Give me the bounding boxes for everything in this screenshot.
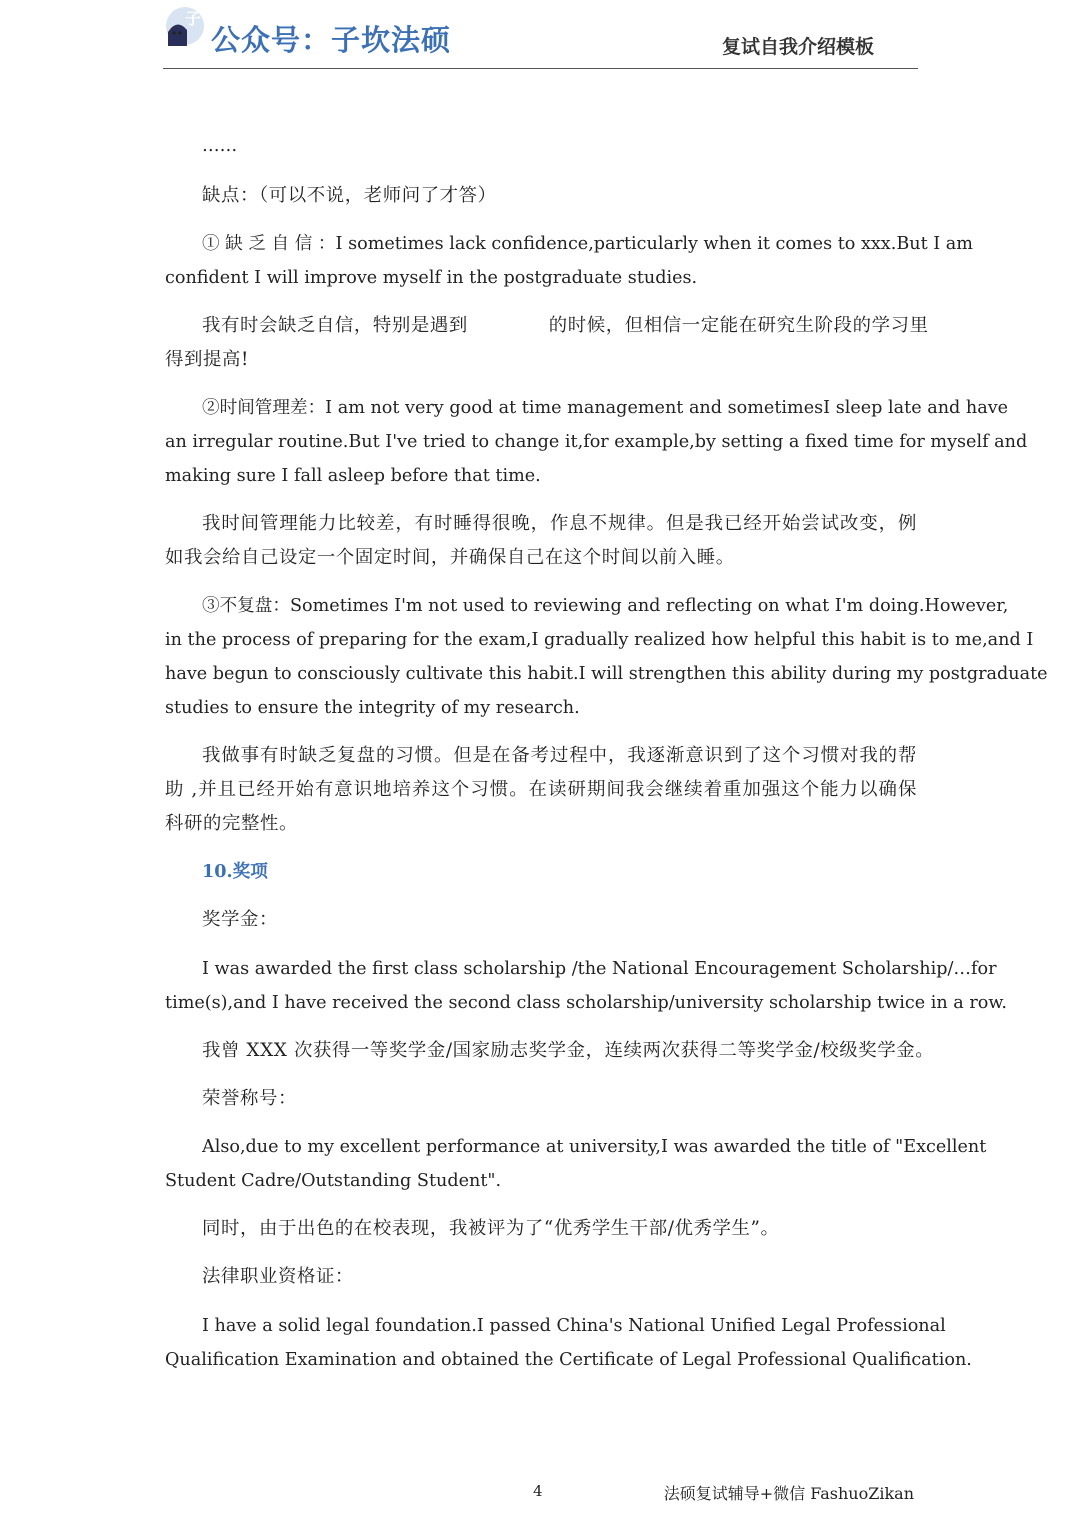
weakness-1-zh-line-1 xyxy=(165,314,929,338)
scholarship-en-line-1: I was awarded the first class scholarship /the National Encouragement Scholarship/…for xyxy=(202,959,997,979)
weakness-title: 缺点：（可以不说，老师问了才答） xyxy=(202,185,497,206)
weakness-1-zh-line-2: 得到提高! xyxy=(165,349,249,370)
weakness-3-en-line-2: in the process of preparing for the exam,I gradually realized how helpful this habit is to me,and I xyxy=(165,630,1034,650)
weakness-3-en-line-1: ③不复盘：Sometimes I'm not used to reviewing and reflecting on what I'm doing.However, xyxy=(202,596,1009,616)
honor-en-line-2: Student Cadre/Outstanding Student". xyxy=(165,1171,502,1191)
weakness-3-en-line-4: studies to ensure the integrity of my research. xyxy=(165,698,580,718)
weakness-1-zh-part-b: 的时候，但相信一定能在研究生阶段的学习里 xyxy=(548,315,929,336)
honor-label: 荣誉称号： xyxy=(202,1088,297,1109)
weakness-1-zh-part-a: 我有时会缺乏自信，特别是遇到 xyxy=(202,315,468,336)
scholarship-zh: 我曾 XXX 次获得一等奖学金/国家励志奖学金，连续两次获得二等奖学金/校级奖学金。 xyxy=(202,1040,935,1061)
legal-en-line-2: Qualification Examination and obtained the Certificate of Legal Professional Qualification. xyxy=(165,1350,972,1370)
brand-title: 公众号：子坎法硕 xyxy=(211,23,452,57)
svg-text:子: 子 xyxy=(185,9,202,28)
weakness-1-en-line-2: confident I will improve myself in the postgraduate studies. xyxy=(165,268,698,288)
weakness-1-en-line-1: ① 缺 乏 自 信 ：I sometimes lack confidence,particularly when it comes to xxx.But I am xyxy=(202,234,973,254)
weakness-2-zh-line-2: 如我会给自己设定一个固定时间，并确保自己在这个时间以前入睡。 xyxy=(165,547,735,568)
weakness-3-zh-line-2: 助 ,并且已经开始有意识地培养这个习惯。在读研期间我会继续着重加强这个能力以确保 xyxy=(165,779,917,800)
weakness-2-zh-line-1: 我时间管理能力比较差，有时睡得很晚，作息不规律。但是我已经开始尝试改变，例 xyxy=(202,513,917,534)
weakness-2-en-line-3: making sure I fall asleep before that time. xyxy=(165,466,541,486)
weakness-2-en-line-2: an irregular routine.But I've tried to change it,for example,by setting a fixed time for myself and xyxy=(165,432,1028,452)
scholarship-en-line-2: time(s),and I have received the second class scholarship/university scholarship twice in a row. xyxy=(165,993,1007,1013)
weakness-3-en-line-3: have begun to consciously cultivate this habit.I will strengthen this ability during my postgraduate xyxy=(165,664,1048,684)
page-header xyxy=(163,0,918,69)
document-title: 复试自我介绍模板 xyxy=(721,36,874,58)
page-number: 4 xyxy=(533,1482,543,1500)
weakness-2-en-line-1: ②时间管理差：I am not very good at time management and sometimesI sleep late and have xyxy=(202,398,1009,418)
weakness-3-zh-line-3: 科研的完整性。 xyxy=(165,813,298,834)
footer-contact: 法硕复试辅导+微信 FashuoZikan xyxy=(663,1484,914,1503)
ellipsis: …… xyxy=(202,136,238,156)
weakness-3-zh-line-1: 我做事有时缺乏复盘的习惯。但是在备考过程中，我逐渐意识到了这个习惯对我的帮 xyxy=(202,745,917,766)
scholarship-label: 奖学金： xyxy=(202,909,278,930)
legal-en-line-1: I have a solid legal foundation.I passed China's National Unified Legal Professional xyxy=(202,1316,946,1336)
section-heading-awards: 10.奖项 xyxy=(202,861,268,882)
honor-zh: 同时，由于出色的在校表现，我被评为了“优秀学生干部/优秀学生”。 xyxy=(202,1218,780,1239)
logo-icon xyxy=(163,6,213,50)
legal-label: 法律职业资格证： xyxy=(202,1266,354,1287)
honor-en-line-1: Also,due to my excellent performance at university,I was awarded the title of "Excellent xyxy=(202,1137,987,1157)
